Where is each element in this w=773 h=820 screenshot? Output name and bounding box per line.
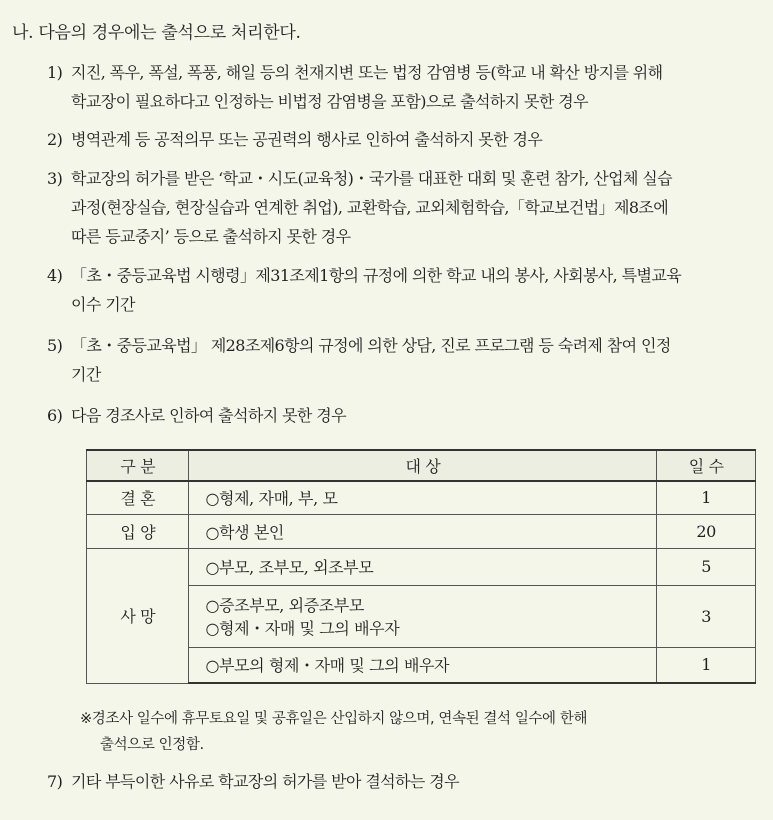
row-category: 결 혼 (87, 481, 189, 514)
row-target: ○형제, 자매, 부, 모 (189, 481, 657, 514)
item-text-line: 병역관계 등 공적의무 또는 공권력의 행사로 인하여 출석하지 못한 경우 (71, 130, 543, 149)
row-days: 20 (657, 514, 756, 548)
row-days: 5 (657, 548, 756, 585)
item-number: 7) (47, 772, 63, 791)
item-text-line: 기타 부득이한 사유로 학교장의 허가를 받아 결석하는 경우 (71, 772, 459, 791)
list-item-5 (47, 331, 762, 389)
row-category: 사 망 (87, 548, 189, 683)
row-category: 입 양 (87, 514, 189, 548)
list-item-6 (47, 401, 762, 430)
item-number: 6) (47, 406, 63, 425)
row-target-line: ○형제・자매 및 그의 배우자 (205, 619, 400, 638)
row-target: ○부모, 조부모, 외조부모 (189, 548, 657, 585)
row-target (189, 585, 657, 647)
list-item-7 (47, 767, 762, 796)
item-text-line: 학교장의 허가를 받은 ‘학교・시도(교육청)・국가를 대표한 대회 및 훈련 참가, 산업체 실습 (71, 169, 673, 188)
section-heading: 나. 다음의 경우에는 출석으로 처리한다. (12, 23, 301, 43)
item-number: 5) (47, 336, 63, 355)
item-text-line: 과정(현장실습, 현장실습과 연계한 취업), 교환학습, 교외체험학습,「학교보건법」제8조에 (71, 198, 669, 217)
item-text-line: 다음 경조사로 인하여 출석하지 못한 경우 (71, 406, 346, 425)
item-text-line: 따른 등교중지’ 등으로 출석하지 못한 경우 (71, 227, 351, 246)
row-target-line: ○증조부모, 외증조부모 (205, 596, 364, 615)
footnote-line: 출석으로 인정함. (100, 737, 204, 753)
row-days: 3 (657, 585, 756, 647)
item-text-line: 학교장이 필요하다고 인정하는 비법정 감염병을 포함)으로 출석하지 못한 경우 (71, 92, 588, 111)
item-text-line: 기간 (71, 365, 101, 384)
item-text-line: 「초・중등교육법 시행령」제31조제1항의 규정에 의한 학교 내의 봉사, 사회봉사, 특별교육 (71, 266, 682, 285)
item-number: 3) (47, 169, 63, 188)
footnote (80, 706, 770, 758)
footnote-line: ※경조사 일수에 휴무토요일 및 공휴일은 산입하지 않으며, 연속된 결석 일수에 한해 (80, 711, 588, 727)
row-days: 1 (657, 481, 756, 514)
header-category: 구 분 (87, 450, 189, 481)
item-text-line: 「초・중등교육법」 제28조제6항의 규정에 의한 상담, 진로 프로그램 등 숙려제 참여 인정 (71, 336, 671, 355)
table-row (87, 481, 756, 514)
item-number: 4) (47, 266, 63, 285)
header-days: 일 수 (657, 450, 756, 481)
item-text-line: 지진, 폭우, 폭설, 폭풍, 해일 등의 천재지변 또는 법정 감염병 등(학교 내 확산 방지를 위해 (71, 63, 663, 82)
list-item-2 (47, 125, 762, 154)
condolence-table (86, 449, 756, 684)
item-number: 1) (47, 63, 63, 82)
list-item-3 (47, 164, 762, 251)
item-number: 2) (47, 130, 63, 149)
table-row (87, 514, 756, 548)
list-item-4 (47, 261, 762, 319)
header-target: 대 상 (189, 450, 657, 481)
row-days: 1 (657, 647, 756, 683)
table-row (87, 548, 756, 585)
list-item-1 (47, 58, 762, 116)
row-target: ○부모의 형제・자매 및 그의 배우자 (189, 647, 657, 683)
item-text-line: 이수 기간 (71, 295, 135, 314)
row-target: ○학생 본인 (189, 514, 657, 548)
